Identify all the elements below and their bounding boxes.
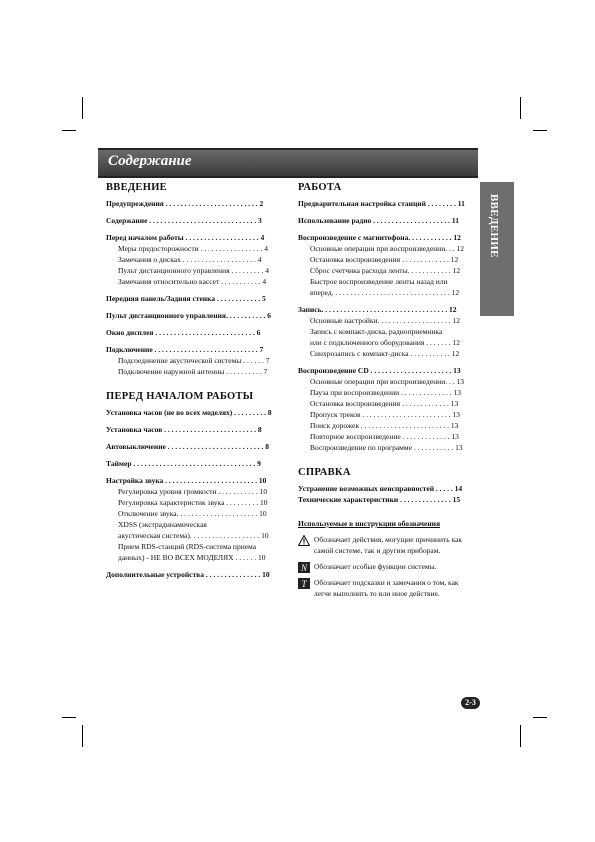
toc-entry: Передняя панель/Задняя стенка . . . . . . . . . . . . 5 <box>106 294 266 303</box>
toc-section <box>298 182 476 453</box>
section-heading: СПРАВКА <box>298 467 351 478</box>
toc-subentry: Пульт дистанционного управления . . . . . . . . . 4 <box>118 266 270 275</box>
toc-entry: Установка часов (не во всех моделях) . . . . . . . . . 8 <box>106 408 272 417</box>
toc-entry: Использование радио . . . . . . . . . . . . . . . . . . . . . 11 <box>298 216 459 225</box>
toc-subentry: или с подключенного оборудования . . . . . . . 12 <box>310 338 460 347</box>
toc-entry: Окно дисплея . . . . . . . . . . . . . . . . . . . . . . . . . . . 6 <box>106 328 261 337</box>
toc-subentry: Прием RDS-станций (RDS-система приема <box>118 542 257 551</box>
warning-icon <box>298 535 310 546</box>
toc-entry: Таймер . . . . . . . . . . . . . . . . . . . . . . . . . . . . . . . . . 9 <box>106 459 261 468</box>
toc-subentry: Основные операции при воспроизведении. . . 13 <box>310 377 464 386</box>
toc-subentry: вперед. . . . . . . . . . . . . . . . . . . . . . . . . . . . . . . . 12 <box>310 288 460 297</box>
toc-subentry: Быстрое воспроизведение ленты назад или <box>310 277 448 286</box>
toc-subentry: Основные операции при воспроизведении. . . 12 <box>310 244 464 253</box>
toc-section <box>298 467 476 505</box>
crop-mark <box>82 725 83 747</box>
toc-left-column <box>106 182 283 580</box>
legend-item <box>298 561 476 572</box>
toc-subentry: Пауза при воспроизведении . . . . . . . . . . . . . . 13 <box>310 388 461 397</box>
toc-subentry: Пропуск треков . . . . . . . . . . . . . . . . . . . . . . . . 13 <box>310 410 460 419</box>
crop-mark <box>520 97 521 119</box>
toc-subentry: Запись с компакт-диска, радиоприемника <box>310 327 443 336</box>
toc-subentry: XDSS (экстрадинамическая <box>118 520 207 529</box>
crop-mark <box>520 725 521 747</box>
toc-subentry: Остановка воспроизведения . . . . . . . . . . . . . 12 <box>310 255 459 264</box>
page-header <box>98 148 478 178</box>
toc-subentry: Отключение звука. . . . . . . . . . . . . . . . . . . . . . 10 <box>118 509 267 518</box>
toc-entry: Воспроизведение с магнитофона. . . . . . . . . . . . 12 <box>298 233 461 242</box>
toc-entry: Дополнительные устройства . . . . . . . . . . . . . . . 10 <box>106 570 270 579</box>
tip-icon <box>298 578 310 589</box>
crop-mark <box>82 97 83 119</box>
toc-entry: Воспроизведение CD . . . . . . . . . . . . . . . . . . . . . . 13 <box>298 366 461 375</box>
toc-entry: Устранение возможных неисправностей . . . . . 14 <box>298 484 463 493</box>
crop-mark <box>62 717 76 718</box>
legend-title: Используемые в инструкции обозначения <box>298 519 441 528</box>
toc-subentry: Поиск дорожек . . . . . . . . . . . . . . . . . . . . . . . . 13 <box>310 421 459 430</box>
crop-mark <box>533 717 547 718</box>
page-number-badge: 2-3 <box>461 697 480 709</box>
toc-entry: Предупреждения . . . . . . . . . . . . . . . . . . . . . . . . . 2 <box>106 199 264 208</box>
section-side-tab <box>480 182 514 316</box>
toc-section <box>106 182 283 377</box>
crop-mark <box>62 130 76 131</box>
toc-entry: Подключение . . . . . . . . . . . . . . . . . . . . . . . . . . . . 7 <box>106 345 264 354</box>
toc-entry: Запись. . . . . . . . . . . . . . . . . . . . . . . . . . . . . . . . . . 12 <box>298 305 457 314</box>
svg-text:T: T <box>301 579 307 589</box>
toc-subentry: Воспроизведение по программе . . . . . . . . . . . 13 <box>310 443 463 452</box>
toc-subentry: Сброс счетчика расхода ленты. . . . . . . . . . . . 12 <box>310 266 461 275</box>
toc-entry: Содержание . . . . . . . . . . . . . . . . . . . . . . . . . . . . . 3 <box>106 216 262 225</box>
section-heading: ПЕРЕД НАЧАЛОМ РАБОТЫ <box>106 391 254 402</box>
toc-entry: Настройка звука . . . . . . . . . . . . . . . . . . . . . . . . . 10 <box>106 476 267 485</box>
legend-text: Обозначает особые функции системы. <box>314 562 437 571</box>
legend-item <box>298 577 476 599</box>
legend-item <box>298 534 476 556</box>
side-tab-label: ВВЕДЕНИЕ <box>488 194 500 258</box>
toc-subentry: данных) - НЕ ВО ВСЕХ МОДЕЛЯХ . . . . . . 10 <box>118 553 266 562</box>
legend-text: Обозначает действия, могущие причинить как самой системе, так и другим приборам. <box>314 535 463 555</box>
legend <box>298 519 476 599</box>
toc-subentry: Подсоединение акустической системы . . . . . . 7 <box>118 356 270 365</box>
legend-text: Обозначает подсказки и замечания о том, как легче выполнить то или иное действие. <box>314 578 459 598</box>
toc-subentry: Синхрозапись с компакт-диска . . . . . . . . . . . 12 <box>310 349 460 358</box>
toc-entry: Предварительная настройка станций . . . . . . . . 11 <box>298 199 465 208</box>
toc-entry: Автовыключение . . . . . . . . . . . . . . . . . . . . . . . . . . 8 <box>106 442 269 451</box>
toc-subentry: Подключение наружной антенны . . . . . . . . . . 7 <box>118 367 268 376</box>
note-icon <box>298 562 310 573</box>
toc-subentry: Замечания о дисках . . . . . . . . . . . . . . . . . . . . 4 <box>118 255 262 264</box>
toc-entry: Перед началом работы . . . . . . . . . . . . . . . . . . . . 4 <box>106 233 265 242</box>
toc-subentry: Повторное воспроизведение . . . . . . . . . . . . . 13 <box>310 432 459 441</box>
toc-subentry: Меры предосторожности . . . . . . . . . . . . . . . . . 4 <box>118 244 269 253</box>
section-heading: РАБОТА <box>298 182 342 193</box>
toc-entry: Пульт дистанционного управления. . . . . . . . . . . 6 <box>106 311 271 320</box>
toc-right-column <box>298 182 476 604</box>
crop-mark <box>533 130 547 131</box>
toc-entry: Установка часов . . . . . . . . . . . . . . . . . . . . . . . . . 8 <box>106 425 262 434</box>
svg-text:N: N <box>300 563 308 573</box>
toc-section <box>106 391 283 580</box>
toc-subentry: Замечания относительно кассет . . . . . . . . . . . 4 <box>118 277 267 286</box>
toc-subentry: Регулировка характеристик звука . . . . . . . . . 10 <box>118 498 268 507</box>
toc-subentry: Основные настройки. . . . . . . . . . . . . . . . . . . . 12 <box>310 316 461 325</box>
toc-subentry: Регулировка уровня громкости . . . . . . . . . . . 10 <box>118 487 268 496</box>
section-heading: ВВЕДЕНИЕ <box>106 182 167 193</box>
toc-entry: Технические характеристики . . . . . . . . . . . . . . 15 <box>298 495 461 504</box>
toc-subentry: акустическая система). . . . . . . . . . . . . . . . . . . 10 <box>118 531 269 540</box>
page-title: Содержание <box>108 153 192 169</box>
toc-subentry: Остановка воспроизведения . . . . . . . . . . . . . 13 <box>310 399 459 408</box>
